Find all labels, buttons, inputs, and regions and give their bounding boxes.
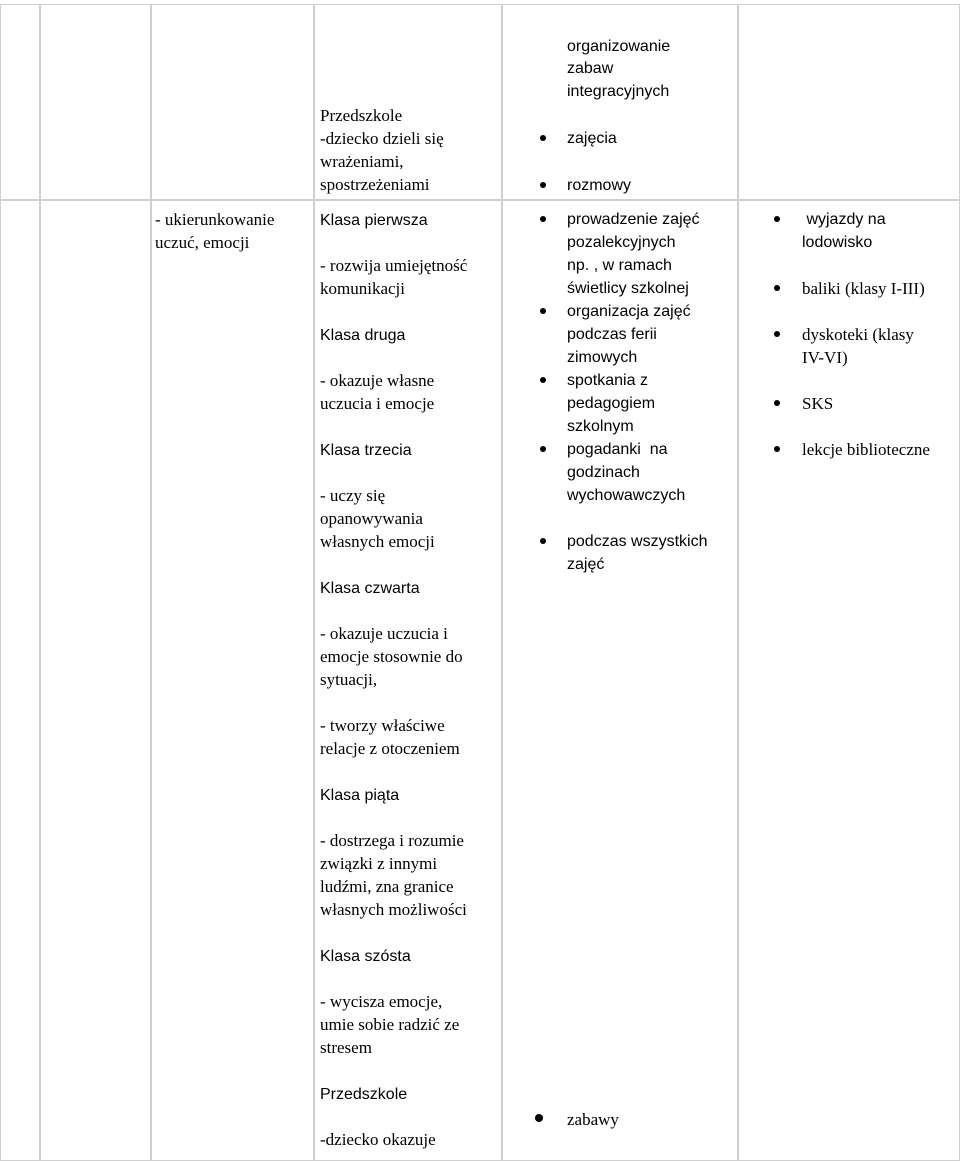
- list-item: podczas wszystkich: [567, 533, 708, 550]
- list-item: IV-VI): [802, 348, 848, 367]
- bullet-icon: [774, 285, 780, 291]
- text-line: - ukierunkowanie: [155, 210, 275, 229]
- text-line: - okazuje uczucia i: [320, 624, 448, 643]
- text-line: - dostrzega i rozumie: [320, 831, 464, 850]
- text-line: -dziecko dzieli się: [320, 129, 444, 148]
- preschool-heading: Przedszkole: [320, 106, 403, 125]
- text-line: integracyjnych: [567, 83, 670, 100]
- list-item: SKS: [802, 394, 834, 413]
- text-line: relacje z otoczeniem: [320, 739, 460, 758]
- bullet-icon: [540, 538, 546, 544]
- text-line: zabaw: [567, 60, 614, 77]
- text-line: -dziecko okazuje: [320, 1130, 436, 1149]
- table-cell: [40, 4, 151, 200]
- bullet-icon: [540, 216, 546, 222]
- list-item: lodowisko: [802, 234, 873, 251]
- class-heading: Klasa druga: [320, 327, 406, 344]
- class-heading: Klasa szósta: [320, 948, 411, 965]
- table-cell: [738, 4, 960, 200]
- text-line: - uczy się: [320, 486, 386, 505]
- text-line: wrażeniami,: [320, 152, 404, 171]
- text-line: własnych możliwości: [320, 900, 467, 919]
- text-line: emocje stosownie do: [320, 647, 463, 666]
- text-line: komunikacji: [320, 279, 405, 298]
- table-cell: [151, 4, 314, 200]
- bullet-icon: [774, 331, 780, 337]
- text-line: sytuacji,: [320, 670, 378, 689]
- list-item: zajęcia: [567, 130, 617, 147]
- text-line: spostrzeżeniami: [320, 175, 430, 194]
- bullet-icon: [535, 1114, 543, 1122]
- list-item: lekcje biblioteczne: [802, 440, 930, 459]
- list-item: organizacja zajęć: [567, 303, 691, 320]
- list-item: wyjazdy na: [802, 211, 886, 228]
- bullet-icon: [540, 182, 546, 188]
- list-item: świetlicy szkolnej: [567, 280, 689, 297]
- table-cell: [0, 200, 40, 1161]
- preschool-heading: Przedszkole: [320, 1086, 408, 1103]
- text-line: uczuć, emocji: [155, 233, 250, 252]
- class-heading: Klasa czwarta: [320, 580, 420, 597]
- list-item: zabawy: [567, 1110, 619, 1129]
- bullet-icon: [774, 216, 780, 222]
- list-item: spotkania z: [567, 372, 648, 389]
- text-line: umie sobie radzić ze: [320, 1015, 460, 1034]
- bullet-icon: [540, 308, 546, 314]
- text-line: - tworzy właściwe: [320, 716, 445, 735]
- table-cell: [151, 200, 314, 1161]
- class-heading: Klasa pierwsza: [320, 212, 428, 229]
- text-line: stresem: [320, 1038, 372, 1057]
- list-item: rozmowy: [567, 177, 632, 194]
- list-item: baliki (klasy I-III): [802, 279, 925, 298]
- class-heading: Klasa piąta: [320, 787, 400, 804]
- list-item: prowadzenie zajęć: [567, 211, 700, 228]
- text-line: - wycisza emocje,: [320, 992, 443, 1011]
- list-item: dyskoteki (klasy: [802, 325, 914, 344]
- text-line: - rozwija umiejętność: [320, 256, 468, 275]
- bullet-icon: [774, 400, 780, 406]
- bullet-icon: [540, 446, 546, 452]
- text-line: uczucia i emocje: [320, 394, 435, 413]
- list-item: pedagogiem: [567, 395, 656, 412]
- table-cell: [40, 200, 151, 1161]
- table-cell: [0, 4, 40, 200]
- text-line: własnych emocji: [320, 532, 435, 551]
- text-line: - okazuje własne: [320, 371, 435, 390]
- bullet-icon: [540, 135, 546, 141]
- list-item: pogadanki na: [567, 441, 668, 458]
- list-item: zajęć: [567, 556, 605, 573]
- text-line: związki z innymi: [320, 854, 438, 873]
- list-item: zimowych: [567, 349, 638, 366]
- list-item: np. , w ramach: [567, 257, 672, 274]
- list-item: szkolnym: [567, 418, 634, 435]
- text-line: ludźmi, zna granice: [320, 877, 454, 896]
- text-line: organizowanie: [567, 38, 671, 55]
- class-heading: Klasa trzecia: [320, 442, 412, 459]
- list-item: pozalekcyjnych: [567, 234, 676, 251]
- bullet-icon: [540, 377, 546, 383]
- text-line: opanowywania: [320, 509, 423, 528]
- list-item: godzinach: [567, 464, 640, 481]
- list-item: podczas ferii: [567, 326, 657, 343]
- bullet-icon: [774, 446, 780, 452]
- list-item: wychowawczych: [567, 487, 686, 504]
